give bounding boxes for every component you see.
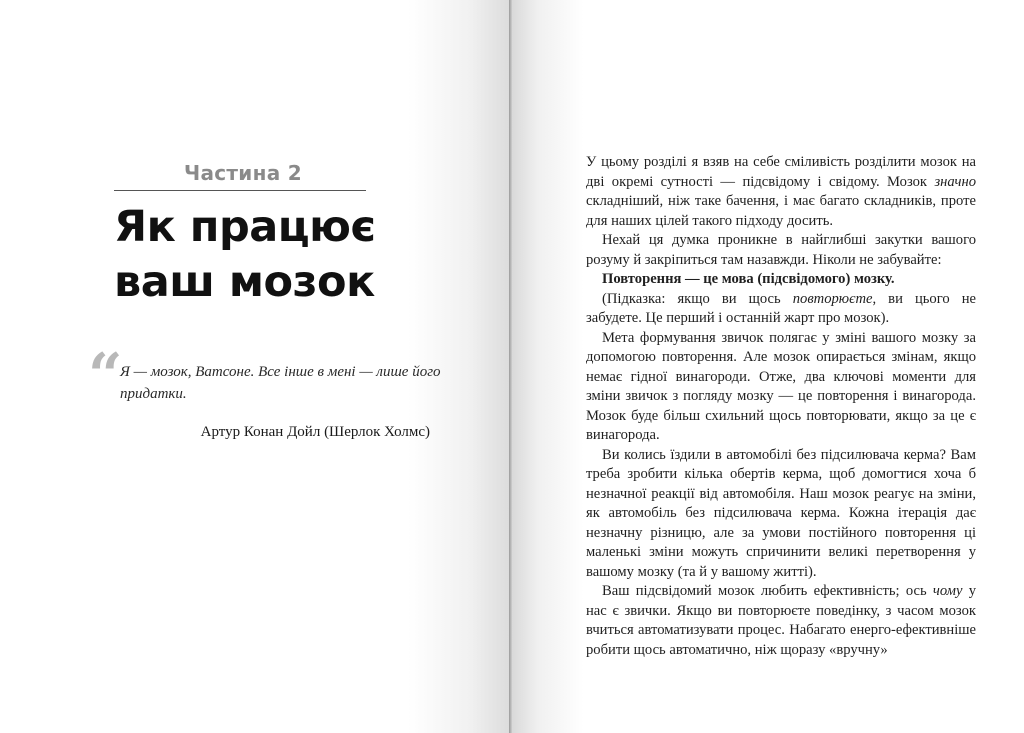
paragraph-steering: Ви колись їздили в автомобілі без підсилювача керма? Вам треба зробити кілька обертів керма, щоб домогтися хоча б незначної реакції від автомобіля. Наш мозок реагує на зміни, як автомобіль без підсилювача керма. Кожна ітерація дає незначну різницю, але за умови постійного повторення ці маленькі зміни можуть спричинити великі перетворення у вашому мозку (та й у вашому житті).	[586, 446, 976, 580]
paragraph-2: Нехай ця думка проникне в найглибші закутки вашого розуму й закріпиться там назавжди. Ніколи не забувайте:	[586, 232, 976, 268]
paragraph-1-emphasis: значно	[934, 173, 976, 190]
paragraph-1-part-b: складніший, ніж таке бачення, і має багато складників, проте для наших цілей такого підходу досить.	[586, 193, 976, 229]
quote-mark-icon: “	[88, 341, 123, 411]
paragraph-1-part-a: У цьому розділі я взяв на себе сміливість розділити мозок на дві окремі сутності — підсвідому і свідому. Мозок	[586, 154, 976, 190]
key-statement: Повторення — це мова (підсвідомого) мозку.	[602, 271, 895, 287]
efficiency-emphasis: чому	[932, 583, 963, 599]
part-label: Частина 2	[184, 161, 303, 185]
hint-part-b: , ви цього не забудете. Це перший і останній жарт про мозок).	[586, 290, 976, 326]
epigraph-author: Артур Конан Дойл (Шерлок Холмс)	[200, 424, 430, 440]
epigraph-quote: Я — мозок, Ватсоне. Все інше в мені — лише його придатки.	[120, 364, 441, 402]
efficiency-part-b: у нас є звички. Якщо ви повторюєте поведінку, з часом мозок вчиться автоматизувати процес. Набагато енерго-ефективніше робити щось автоматично, ніж щоразу «вручну»	[586, 583, 976, 658]
chapter-title-line-1: Як працює	[114, 202, 376, 252]
hint-part-a: (Підказка: якщо ви щось	[602, 290, 793, 307]
paragraph-efficiency	[586, 582, 976, 660]
left-page	[0, 0, 510, 733]
part-divider	[114, 190, 366, 191]
body-text	[586, 153, 976, 660]
hint-emphasis: повторюєте	[792, 290, 873, 307]
paragraph-1	[586, 153, 976, 231]
chapter-title-line-2: ваш мозок	[114, 257, 375, 307]
paragraph-habits: Мета формування звичок полягає у зміні вашого мозку за допомогою повторення. Але мозок опирається змінам, якщо немає гідної винагороди. Отже, два ключові моменти для зміни звичок з погляду мозку — це повторення і винагорода. Мозок буде більш схильний щось повторювати, якщо за це є винагорода.	[586, 329, 976, 443]
chapter-title	[114, 200, 414, 310]
paragraph-hint	[586, 290, 976, 329]
efficiency-part-a: Ваш підсвідомий мозок любить ефективність; ось	[602, 583, 933, 599]
